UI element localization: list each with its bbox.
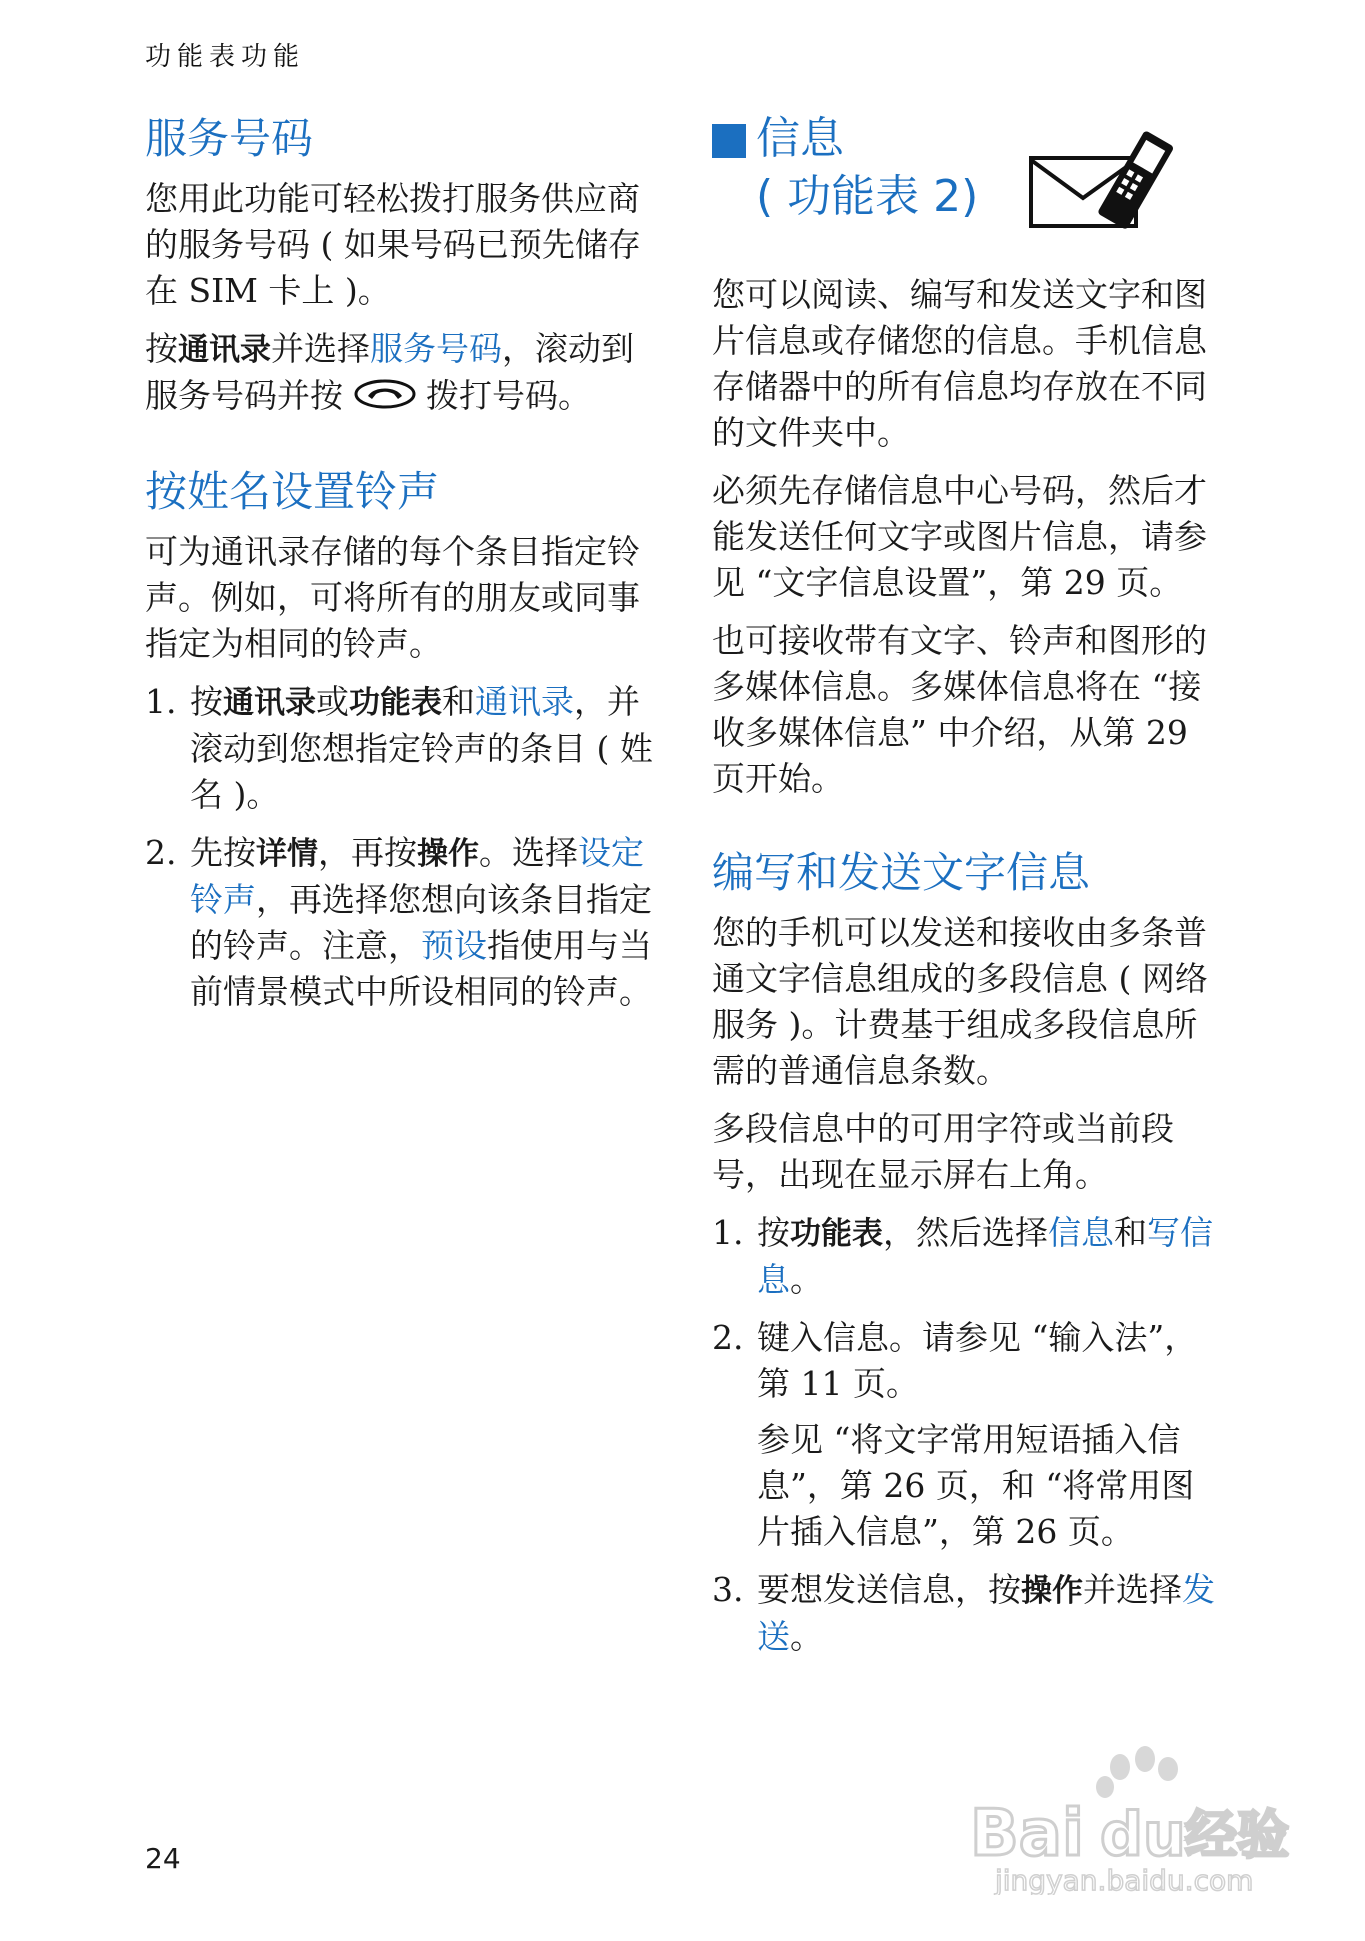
menu-term-contacts: 通讯录 <box>178 332 271 368</box>
envelope-phone-icon <box>1027 120 1207 240</box>
right-column <box>712 112 1227 1672</box>
paragraph: 必须先存储信息中心号码，然后才能发送任何文字或图片信息，请参见 “文字信息设置”，第 29 页。 <box>712 471 1207 602</box>
paragraph: 多段信息中的可用字符或当前段号，出现在显示屏右上角。 <box>712 1109 1174 1194</box>
text: 并选择 <box>1083 1570 1182 1609</box>
text: 按 <box>190 682 223 721</box>
paragraph-service-instructions <box>145 326 665 421</box>
text: 和 <box>1114 1213 1147 1252</box>
list-number: 2. <box>712 1318 744 1357</box>
list-number: 2. <box>145 833 177 872</box>
list-item <box>145 679 665 818</box>
steps-list <box>145 679 665 1015</box>
text: 。 <box>790 1260 823 1299</box>
menu-term-details: 详情 <box>256 836 318 872</box>
section-title-name-ringtone: 按姓名设置铃声 <box>145 467 440 516</box>
section-title-service-numbers: 服务号码 <box>145 114 314 163</box>
paragraph: 可为通讯录存储的每个条目指定铃声。例如，可将所有的朋友或同事指定为相同的铃声。 <box>145 532 640 663</box>
section-title-messages <box>712 112 1227 252</box>
sub-paragraph: 参见 “将文字常用短语插入信息”，第 26 页，和 “将常用图片插入信息”，第 26 页。 <box>757 1420 1195 1551</box>
title-line-2: ( 功能表 2) <box>756 171 979 222</box>
call-key-icon <box>354 375 416 421</box>
link-service-numbers[interactable]: 服务号码 <box>370 329 502 368</box>
link-contacts[interactable]: 通讯录 <box>475 682 574 721</box>
list-item <box>712 1315 1227 1555</box>
text: 按 <box>757 1213 790 1252</box>
link-set-ringtone[interactable]: 设定铃声 <box>190 833 644 919</box>
text: 和 <box>442 682 475 721</box>
svg-text:经验: 经验 <box>1185 1806 1290 1866</box>
text: 。选择 <box>479 833 578 872</box>
text: 并选择 <box>271 329 370 368</box>
running-header: 功能表功能 <box>145 42 306 72</box>
baidu-watermark-logo <box>960 1745 1300 1895</box>
list-item <box>712 1210 1227 1303</box>
link-messages[interactable]: 信息 <box>1048 1213 1114 1252</box>
text: ，再选择您想向该条目指定的铃声。注意， <box>190 880 652 965</box>
paragraph: 您用此功能可轻松拨打服务供应商的服务号码 ( 如果号码已预先储存在 SIM 卡上 )。 <box>145 179 641 310</box>
menu-term-options: 操作 <box>417 836 479 872</box>
list-item <box>145 830 665 1015</box>
svg-text:du: du <box>1100 1800 1186 1870</box>
link-send[interactable]: 发送 <box>757 1570 1215 1656</box>
text: ，然后选择 <box>883 1213 1048 1252</box>
page-number: 24 <box>145 1842 181 1875</box>
text: 键入信息。请参见 “输入法”，第 11 页。 <box>757 1318 1198 1403</box>
menu-term-menu: 功能表 <box>790 1216 883 1252</box>
svg-text:jingyan.baidu.com: jingyan.baidu.com <box>995 1864 1254 1895</box>
text: 要想发送信息，按 <box>757 1570 1021 1609</box>
paragraph: 您的手机可以发送和接收由多条普通文字信息组成的多段信息 ( 网络服务 )。计费基于组成多段信息所需的普通信息条数。 <box>712 913 1208 1090</box>
paragraph: 也可接收带有文字、铃声和图形的多媒体信息。多媒体信息将在 “接收多媒体信息” 中介绍，从第 29 页开始。 <box>712 621 1207 798</box>
text: 或 <box>316 682 349 721</box>
text: 先按 <box>190 833 256 872</box>
text: ，滚动到服务号码并按 <box>145 329 634 415</box>
menu-term-menu: 功能表 <box>349 685 442 721</box>
text: ，再按 <box>318 833 417 872</box>
steps-list <box>712 1210 1227 1660</box>
menu-term-options: 操作 <box>1021 1573 1083 1609</box>
paragraph: 您可以阅读、编写和发送文字和图片信息或存储您的信息。手机信息存储器中的所有信息均存放在不同的文件夹中。 <box>712 275 1207 452</box>
link-write-message[interactable]: 写信息 <box>757 1213 1213 1299</box>
title-line-1: 信息 <box>756 113 844 164</box>
link-default[interactable]: 预设 <box>421 926 487 965</box>
list-number: 1. <box>145 682 177 721</box>
text: 拨打号码。 <box>415 376 591 415</box>
square-bullet-icon <box>712 124 746 158</box>
list-number: 1. <box>712 1213 744 1252</box>
left-column <box>145 112 665 1027</box>
section-title-write-send: 编写和发送文字信息 <box>712 848 1091 897</box>
list-item <box>712 1567 1227 1660</box>
svg-text:Bai: Bai <box>970 1797 1084 1871</box>
menu-term-contacts: 通讯录 <box>223 685 316 721</box>
text: ，并滚动到您想指定铃声的条目 ( 姓名 )。 <box>190 682 653 814</box>
text: 指使用与当前情景模式中所设相同的铃声。 <box>190 926 652 1011</box>
list-number: 3. <box>712 1570 744 1609</box>
text: 按 <box>145 329 178 368</box>
text: 。 <box>790 1617 823 1656</box>
